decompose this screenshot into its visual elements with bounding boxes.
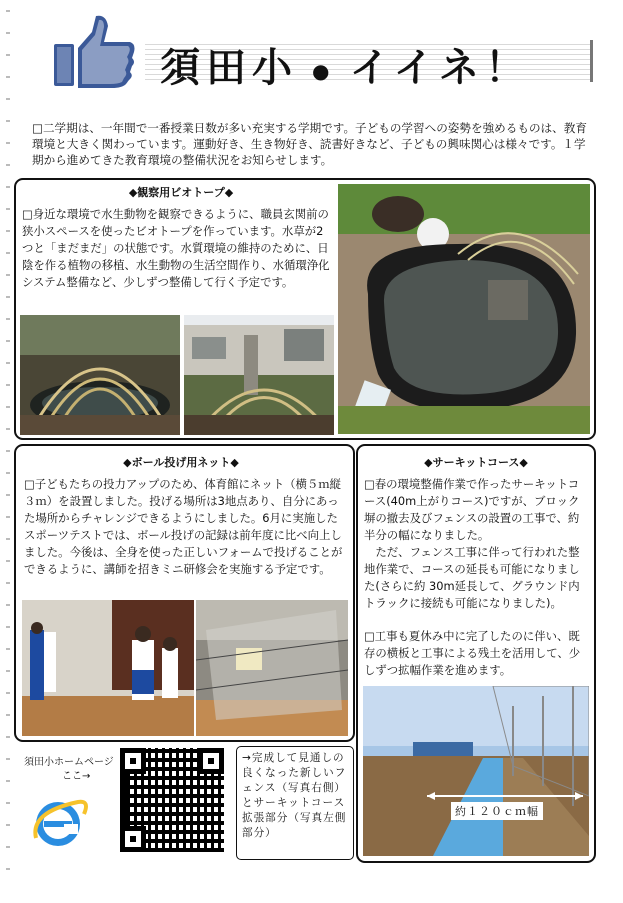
circuit-para-2: ただ、フェンス工事に伴って行われた整地作業で、コースの延長も可能になりました(さらに約 30m延長して、グラウンド内トラックに接続も可能になりました)。 — [364, 545, 580, 610]
ballnet-gym-photo — [196, 600, 348, 736]
homepage-label-line-1: 須田小ホームページ — [24, 757, 114, 768]
ballnet-section — [14, 444, 355, 742]
biotope-section — [14, 178, 596, 440]
ballnet-body: □子どもたちの投力アップのため、体育館にネット（横５ｍ縦３ｍ）を設置しました。投げる場所は3地点あり、自分にあった場所からチャレンジできるようにしました。6月に実施したスポーツテストでは、ボール投げの記録は前年度に比べ向上しました。今後は、全身を使った正しいフォームで投げることができるように、講師を招きミニ研修会を実施する予定です。 — [24, 477, 343, 576]
homepage-label-line-2: ここ→ — [62, 771, 91, 782]
thumbs-up-icon — [52, 14, 136, 90]
biotope-body: □身近な環境で水生動物を観察できるように、職員玄関前の狭小スペースを使ったビオトープを作っています。水草が2つと「まだまだ」の状態です。水質環境の維持のために、日陰を作る植物の移植、水生動物の生活空間作り、水循環浄化システム整備など、少しずつ整備して行く予定です。 — [22, 207, 330, 289]
biotope-pond-photo — [338, 184, 590, 434]
qr-finder-top-left — [120, 748, 146, 774]
ballnet-children-photo — [22, 600, 194, 736]
circuit-section — [356, 444, 596, 863]
circuit-width-label: 約１２０ｃｍ幅 — [451, 802, 543, 820]
page-title — [160, 36, 531, 93]
qr-finder-top-right — [198, 748, 224, 774]
ballnet-title: ◆ボール投げ用ネット◆ — [123, 456, 239, 469]
circuit-track-photo — [363, 686, 589, 856]
biotope-building-photo — [184, 315, 334, 435]
biotope-title: ◆観察用ビオトープ◆ — [128, 186, 234, 199]
intro-paragraph: □二学期は、一年間で一番授業日数が多い充実する学期です。子どもの学習への姿勢を強めるものは、教育環境と大きく関わっています。運動好き、生き物好き、読書好きなど、子どもの興味関心は様々です。１学期から進めてきた教育環境の整備状況をお知らせします。 — [32, 121, 587, 167]
circuit-title: ◆サーキットコース◆ — [424, 456, 528, 469]
title-school-name: 須田小 — [160, 44, 298, 91]
internet-explorer-icon[interactable] — [28, 792, 88, 852]
fence-caption-box — [236, 746, 354, 860]
margin-marks — [6, 10, 10, 890]
title-slogan: イイネ！ — [349, 44, 532, 91]
biotope-arch-photo — [20, 315, 180, 435]
circuit-para-1: □春の環境整備作業で作ったサーキットコース(40m上がりコース)ですが、ブロック塀の撤去及びフェンスの設置の工事で、約半分の幅になりました。 — [364, 477, 580, 542]
fence-caption: →完成して見通しの良くなった新しいフェンス（写真右側）とサーキットコース拡張部分（写真左側部分） — [242, 752, 347, 839]
qr-finder-bottom-left — [120, 826, 146, 852]
title-separator: ● — [312, 59, 336, 83]
homepage-label — [24, 756, 114, 784]
circuit-para-3: □工事も夏休み中に完了したのに伴い、既存の横板と工事による残土を活用して、少しずつ拡幅作業を進めます。 — [364, 629, 581, 677]
